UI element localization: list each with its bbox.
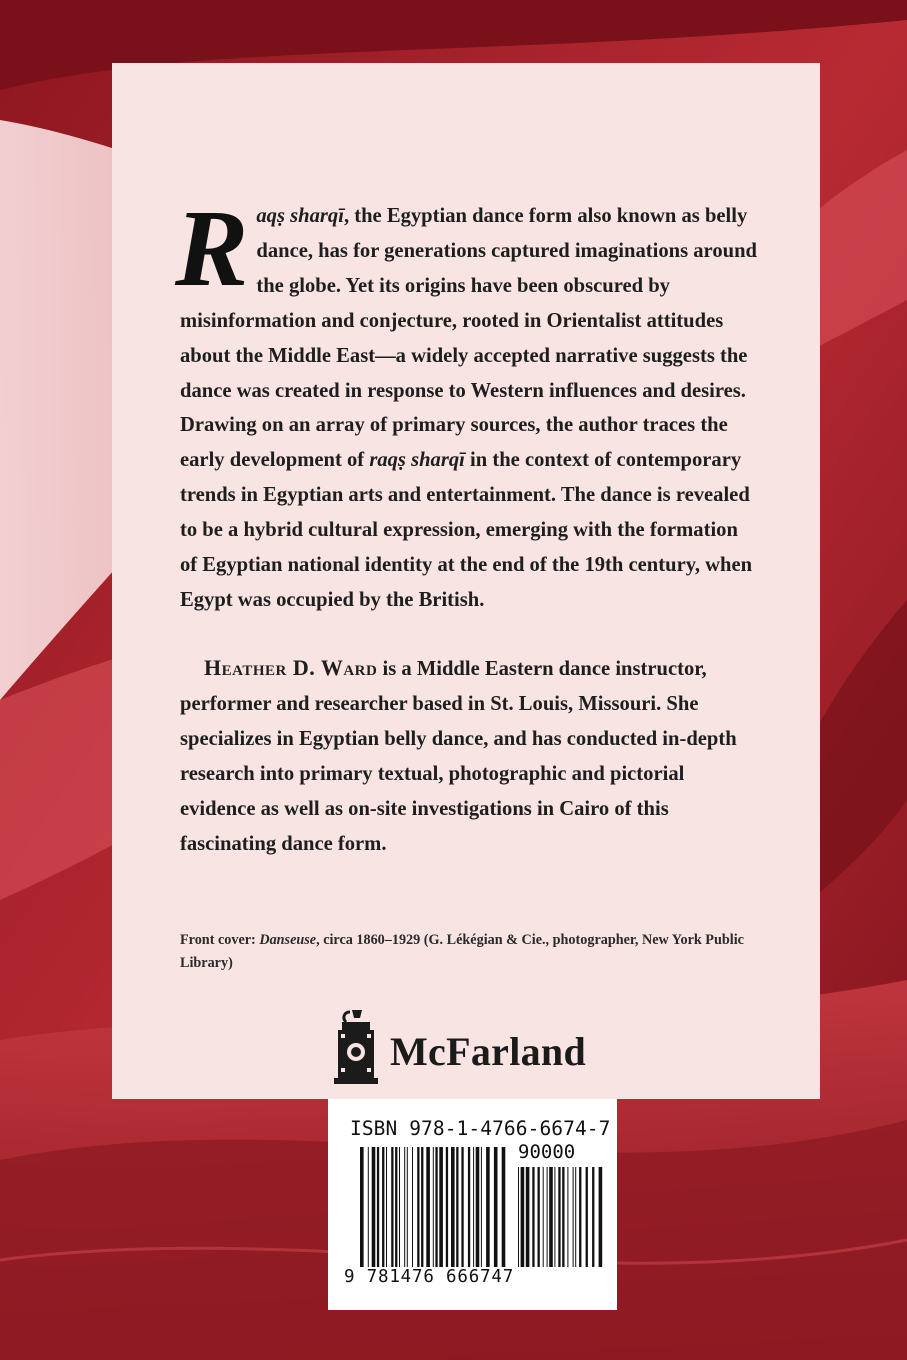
term-italic-2: raqṣ sharqī [369, 449, 465, 472]
drop-cap: R [175, 187, 249, 309]
author-name: Heather D. Ward [204, 655, 378, 680]
lantern-icon [330, 1008, 380, 1088]
ean-number: 9 781476 666747 [344, 1267, 515, 1287]
price-code: 90000 [518, 1141, 576, 1163]
isbn-text: ISBN 978-1-4766-6674-7 [350, 1117, 611, 1140]
publisher-name: McFarland [390, 1029, 587, 1074]
barcode-box [328, 1099, 617, 1310]
publisher-logo [330, 1008, 620, 1088]
credit-text: , circa 1860–1929 (G. Lékégian & Cie., photographer, New York Public Library) [180, 932, 744, 971]
text-panel [112, 63, 820, 1099]
cover-credit [180, 929, 750, 975]
description-part2: in the context of contemporary trends in Egyptian arts and entertainment. The dance is revealed to be a hybrid cultural expression, emerging with the formation of Egyptian national identity at the end of the 19th century, when Egypt was occupied by the British. [180, 449, 753, 611]
author-bio [180, 651, 760, 861]
description-part1: , the Egyptian dance form also known as belly dance, has for generations captured imaginations around the globe. Yet its origins have been obscured by misinformation and conjecture, rooted in Orientalist attitudes about the Middle East—a widely accepted narrative suggests the dance was created in response to Western influences and desires. Drawing on an array of primary sources, the author traces the early development of [180, 205, 757, 472]
credit-prefix: Front cover: [180, 932, 260, 948]
credit-title: Danseuse [259, 932, 317, 948]
term-italic: aqṣ sharqī [256, 205, 344, 227]
book-description [175, 187, 760, 618]
bio-text: is a Middle Eastern dance instructor, performer and researcher based in St. Louis, Missouri. She specializes in Egyptian belly dance, and has conducted in-depth research into primary textual, photographic and pictorial evidence as well as on-site investigations in Cairo of this fascinating dance form. [180, 658, 737, 855]
